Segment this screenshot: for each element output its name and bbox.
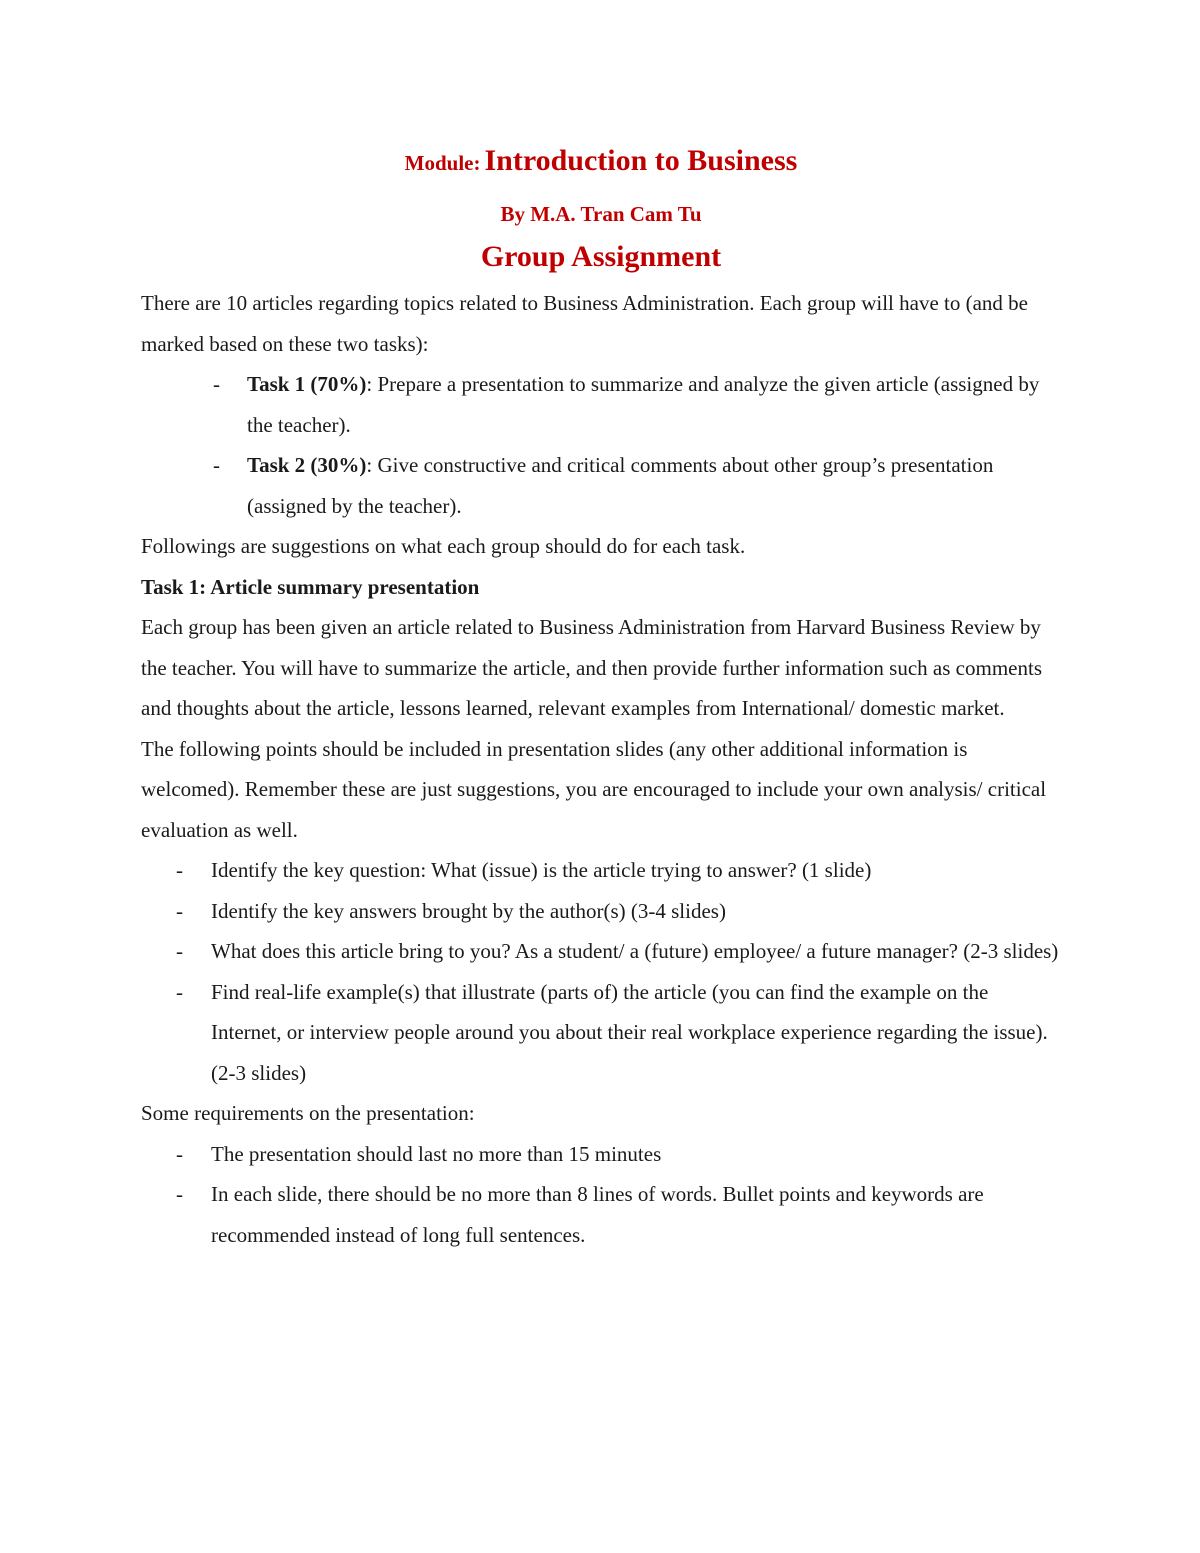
dash-bullet: - bbox=[176, 858, 183, 882]
task1-paragraph-2: The following points should be included in presentation slides (any other additional information is welcomed). Remember these are just suggestions, you are encouraged to include your own analysis/ critical evaluation as well. bbox=[141, 736, 1047, 842]
document-content bbox=[141, 140, 1061, 1255]
list-item-text: What does this article bring to you? As a student/ a (future) employee/ a future manager? (2-3 slides) bbox=[211, 939, 1059, 963]
task-description: : Prepare a presentation to summarize and analyze the given article (assigned by the teacher). bbox=[247, 372, 1040, 437]
suggestion-list bbox=[141, 850, 1061, 1093]
intro-paragraph: There are 10 articles regarding topics related to Business Administration. Each group will have to (and be marked based on these two tasks): bbox=[141, 291, 1028, 356]
author-line: By M.A. Tran Cam Tu bbox=[500, 202, 702, 226]
list-item-text: Identify the key answers brought by the author(s) (3-4 slides) bbox=[211, 898, 726, 923]
requirements-list bbox=[141, 1134, 1061, 1256]
requirements-intro: Some requirements on the presentation: bbox=[141, 1101, 475, 1125]
task-list bbox=[141, 364, 1061, 526]
task-label: Task 2 (30%) bbox=[247, 453, 367, 477]
task1-paragraph-1: Each group has been given an article related to Business Administration from Harvard Business Review by the teacher. You will have to summarize the article, and then provide further information such as comments and thoughts about the article, lessons learned, relevant examples from International/ domestic market. bbox=[141, 615, 1042, 720]
list-item bbox=[141, 972, 1061, 1094]
list-item-text: Identify the key question: What (issue) is the article trying to answer? (1 slide) bbox=[211, 858, 872, 882]
list-item-text: The presentation should last no more than 15 minutes bbox=[211, 1141, 662, 1166]
module-heading bbox=[141, 140, 1061, 187]
task-item bbox=[141, 364, 1061, 445]
list-item bbox=[141, 1174, 1061, 1255]
list-item-text: In each slide, there should be no more than 8 lines of words. Bullet points and keywords are recommended instead of long full sentences. bbox=[211, 1182, 984, 1247]
module-title: Introduction to Business bbox=[484, 144, 798, 177]
task-description: : Give constructive and critical comments about other group’s presentation (assigned by the teacher). bbox=[247, 453, 994, 518]
dash-bullet: - bbox=[213, 372, 220, 396]
followings-paragraph: Followings are suggestions on what each group should do for each task. bbox=[141, 534, 746, 558]
task-label: Task 1 (70%) bbox=[247, 372, 367, 396]
module-label: Module: bbox=[404, 151, 481, 175]
list-item bbox=[141, 931, 1061, 972]
dash-bullet: - bbox=[176, 939, 183, 963]
list-item bbox=[141, 1134, 1061, 1175]
dash-bullet: - bbox=[176, 979, 183, 1004]
dash-bullet: - bbox=[176, 1141, 183, 1166]
list-item-text: Find real-life example(s) that illustrate (parts of) the article (you can find the example on the Internet, or interview people around you about their real workplace experience regarding the issue). (2-3 slides) bbox=[211, 979, 1048, 1085]
assignment-title: Group Assignment bbox=[480, 240, 722, 273]
dash-bullet: - bbox=[176, 1182, 183, 1206]
task1-section-heading: Task 1: Article summary presentation bbox=[141, 574, 480, 599]
list-item bbox=[141, 891, 1061, 932]
dash-bullet: - bbox=[176, 898, 183, 923]
list-item bbox=[141, 850, 1061, 891]
dash-bullet: - bbox=[213, 453, 220, 477]
task-item bbox=[141, 445, 1061, 526]
